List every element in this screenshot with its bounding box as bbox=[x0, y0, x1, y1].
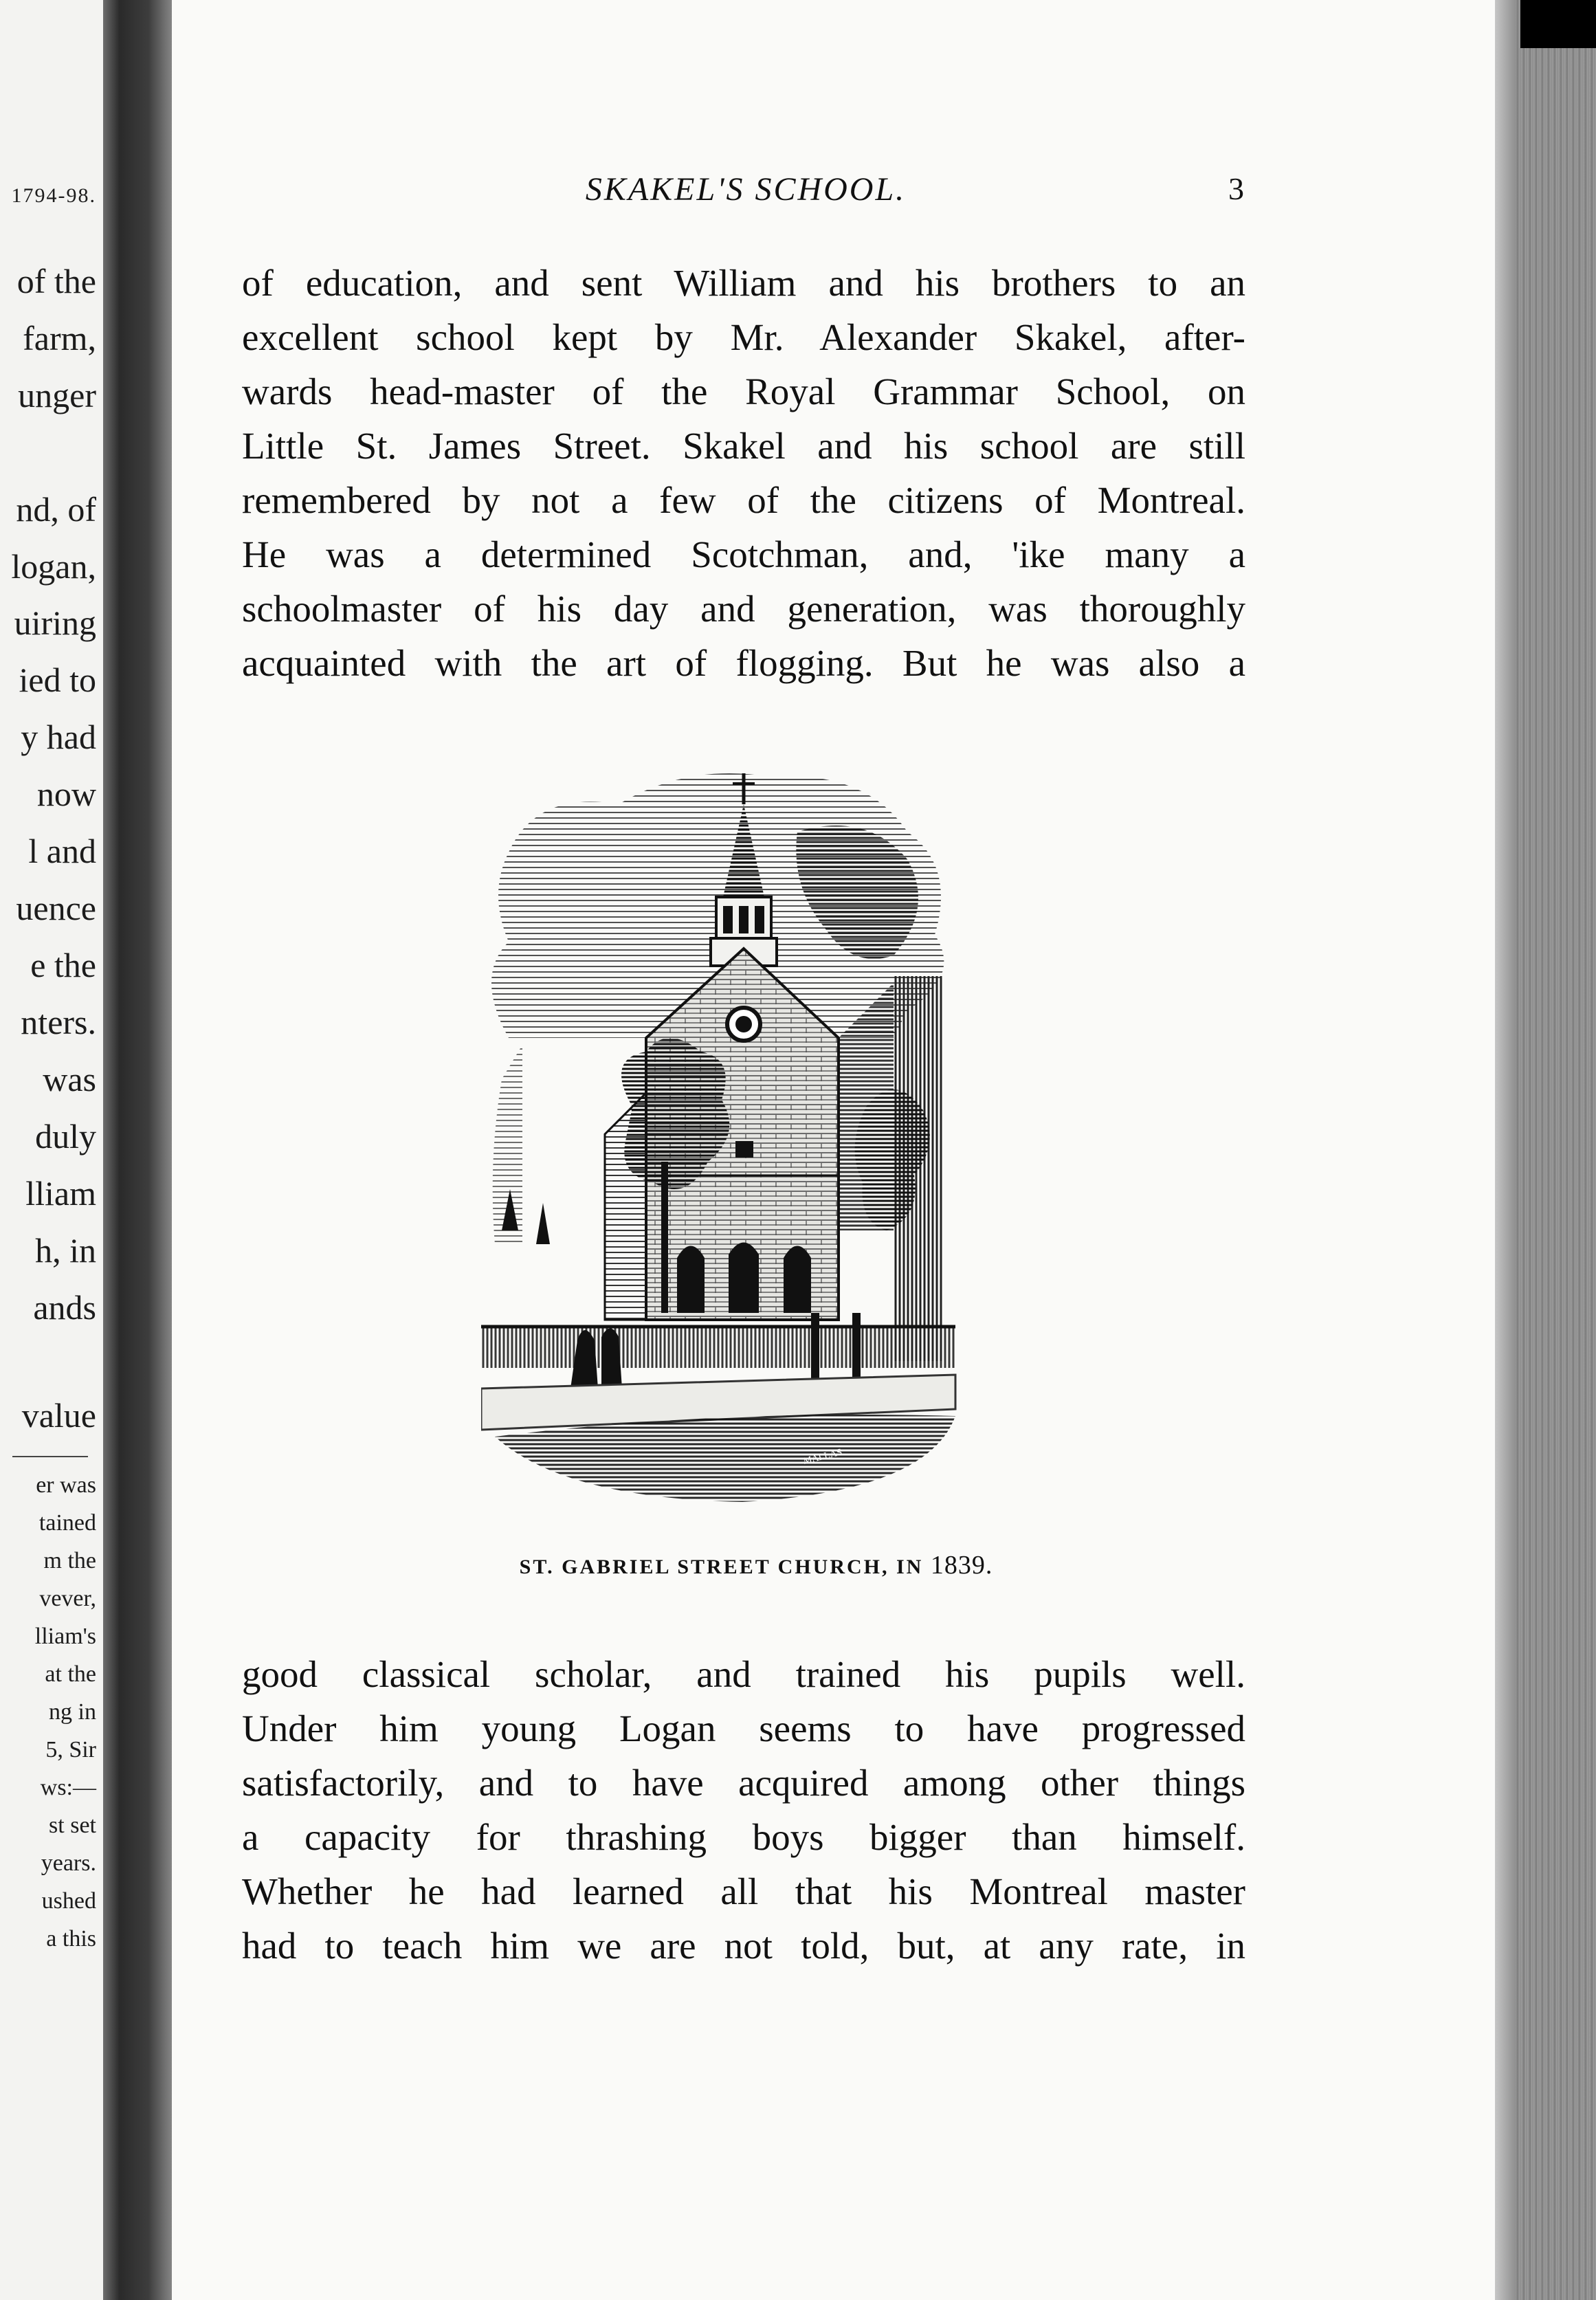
facing-page-line: ied to bbox=[19, 661, 96, 699]
facing-page-footnote-line: a this bbox=[46, 1926, 96, 1951]
text-line: a capacity for thrashing boys bigger than himself. bbox=[242, 1816, 1245, 1858]
facing-page-line: e the bbox=[30, 946, 96, 984]
text-line: excellent school kept by Mr. Alexander Skakel, after- bbox=[242, 316, 1245, 358]
facing-page-footnote-line: ushed bbox=[41, 1888, 96, 1914]
facing-page-line: value bbox=[21, 1396, 96, 1435]
page-number: 3 bbox=[1228, 171, 1244, 206]
text-line: of education, and sent William and his brothers to an bbox=[242, 262, 1245, 304]
page-edges bbox=[1495, 0, 1596, 2300]
facing-page-line: logan, bbox=[11, 547, 96, 586]
engraver-signature: MALLAS bbox=[802, 1447, 843, 1467]
facing-page-line: y had bbox=[21, 718, 96, 756]
facing-page-footnote-line: years. bbox=[41, 1850, 96, 1876]
facing-page-footnote-line: er was bbox=[36, 1472, 96, 1498]
facing-page-footnote-line: at the bbox=[45, 1661, 96, 1687]
church-engraving bbox=[481, 749, 990, 1505]
facing-page-footnote-line: tained bbox=[38, 1510, 96, 1536]
text-line: schoolmaster of his day and generation, was thoroughly bbox=[242, 588, 1245, 630]
text-line: had to teach him we are not told, but, at any rate, in bbox=[242, 1925, 1245, 1967]
facing-page-line: uiring bbox=[14, 604, 96, 642]
caption-year: 1839. bbox=[930, 1551, 993, 1580]
facing-page-line: nters. bbox=[21, 1003, 96, 1041]
text-line: satisfactorily, and to have acquired among other things bbox=[242, 1762, 1245, 1804]
facing-page-running-head: 1794-98. bbox=[11, 184, 96, 207]
facing-page-line: was bbox=[43, 1060, 96, 1098]
facing-page-line: farm, bbox=[23, 319, 96, 357]
facing-page-footnote-line: ws:— bbox=[40, 1775, 96, 1800]
facing-page-line: unger bbox=[18, 376, 96, 414]
facing-page-line: of the bbox=[16, 262, 96, 300]
scan-corner bbox=[1520, 0, 1596, 48]
text-line: good classical scholar, and trained his pupils well. bbox=[242, 1653, 1245, 1695]
footnote-rule bbox=[12, 1456, 88, 1457]
facing-page-line: l and bbox=[28, 832, 96, 870]
paragraph-bottom bbox=[242, 1647, 1245, 1973]
facing-page-line: ands bbox=[33, 1288, 96, 1327]
facing-page-footnote-line: vever, bbox=[39, 1586, 96, 1611]
text-line: He was a determined Scotchman, and, 'ike many a bbox=[242, 533, 1245, 575]
facing-page-line: nd, of bbox=[16, 490, 96, 529]
text-line: remembered by not a few of the citizens of Montreal. bbox=[242, 479, 1245, 521]
running-head bbox=[247, 170, 1244, 212]
facing-page-footnote-line: ng in bbox=[49, 1699, 96, 1725]
text-line: Little St. James Street. Skakel and his school are still bbox=[242, 425, 1245, 467]
facing-page-fragment bbox=[0, 0, 109, 2300]
figure-caption bbox=[385, 1550, 1127, 1580]
text-line: acquainted with the art of flogging. But he was also a bbox=[242, 642, 1245, 684]
text-line: wards head-master of the Royal Grammar School, on bbox=[242, 371, 1245, 412]
facing-page-line: now bbox=[36, 775, 96, 813]
facing-page-footnote-line: m the bbox=[43, 1548, 96, 1573]
paragraph-top bbox=[242, 256, 1245, 690]
facing-page-line: duly bbox=[35, 1117, 96, 1155]
text-line: Under him young Logan seems to have progressed bbox=[242, 1707, 1245, 1749]
facing-page-footnote-line: 5, Sir bbox=[45, 1737, 96, 1762]
text-line: Whether he had learned all that his Montreal master bbox=[242, 1870, 1245, 1912]
facing-page-footnote-line: st set bbox=[49, 1813, 96, 1838]
facing-page-line: h, in bbox=[35, 1231, 96, 1270]
facing-page-footnote-line: lliam's bbox=[34, 1624, 96, 1649]
running-head-title: SKAKEL'S SCHOOL. bbox=[585, 171, 907, 208]
facing-page-line: uence bbox=[16, 889, 96, 927]
caption-text: ST. GABRIEL STREET CHURCH, IN bbox=[519, 1556, 924, 1578]
facing-page-line: lliam bbox=[25, 1174, 96, 1213]
